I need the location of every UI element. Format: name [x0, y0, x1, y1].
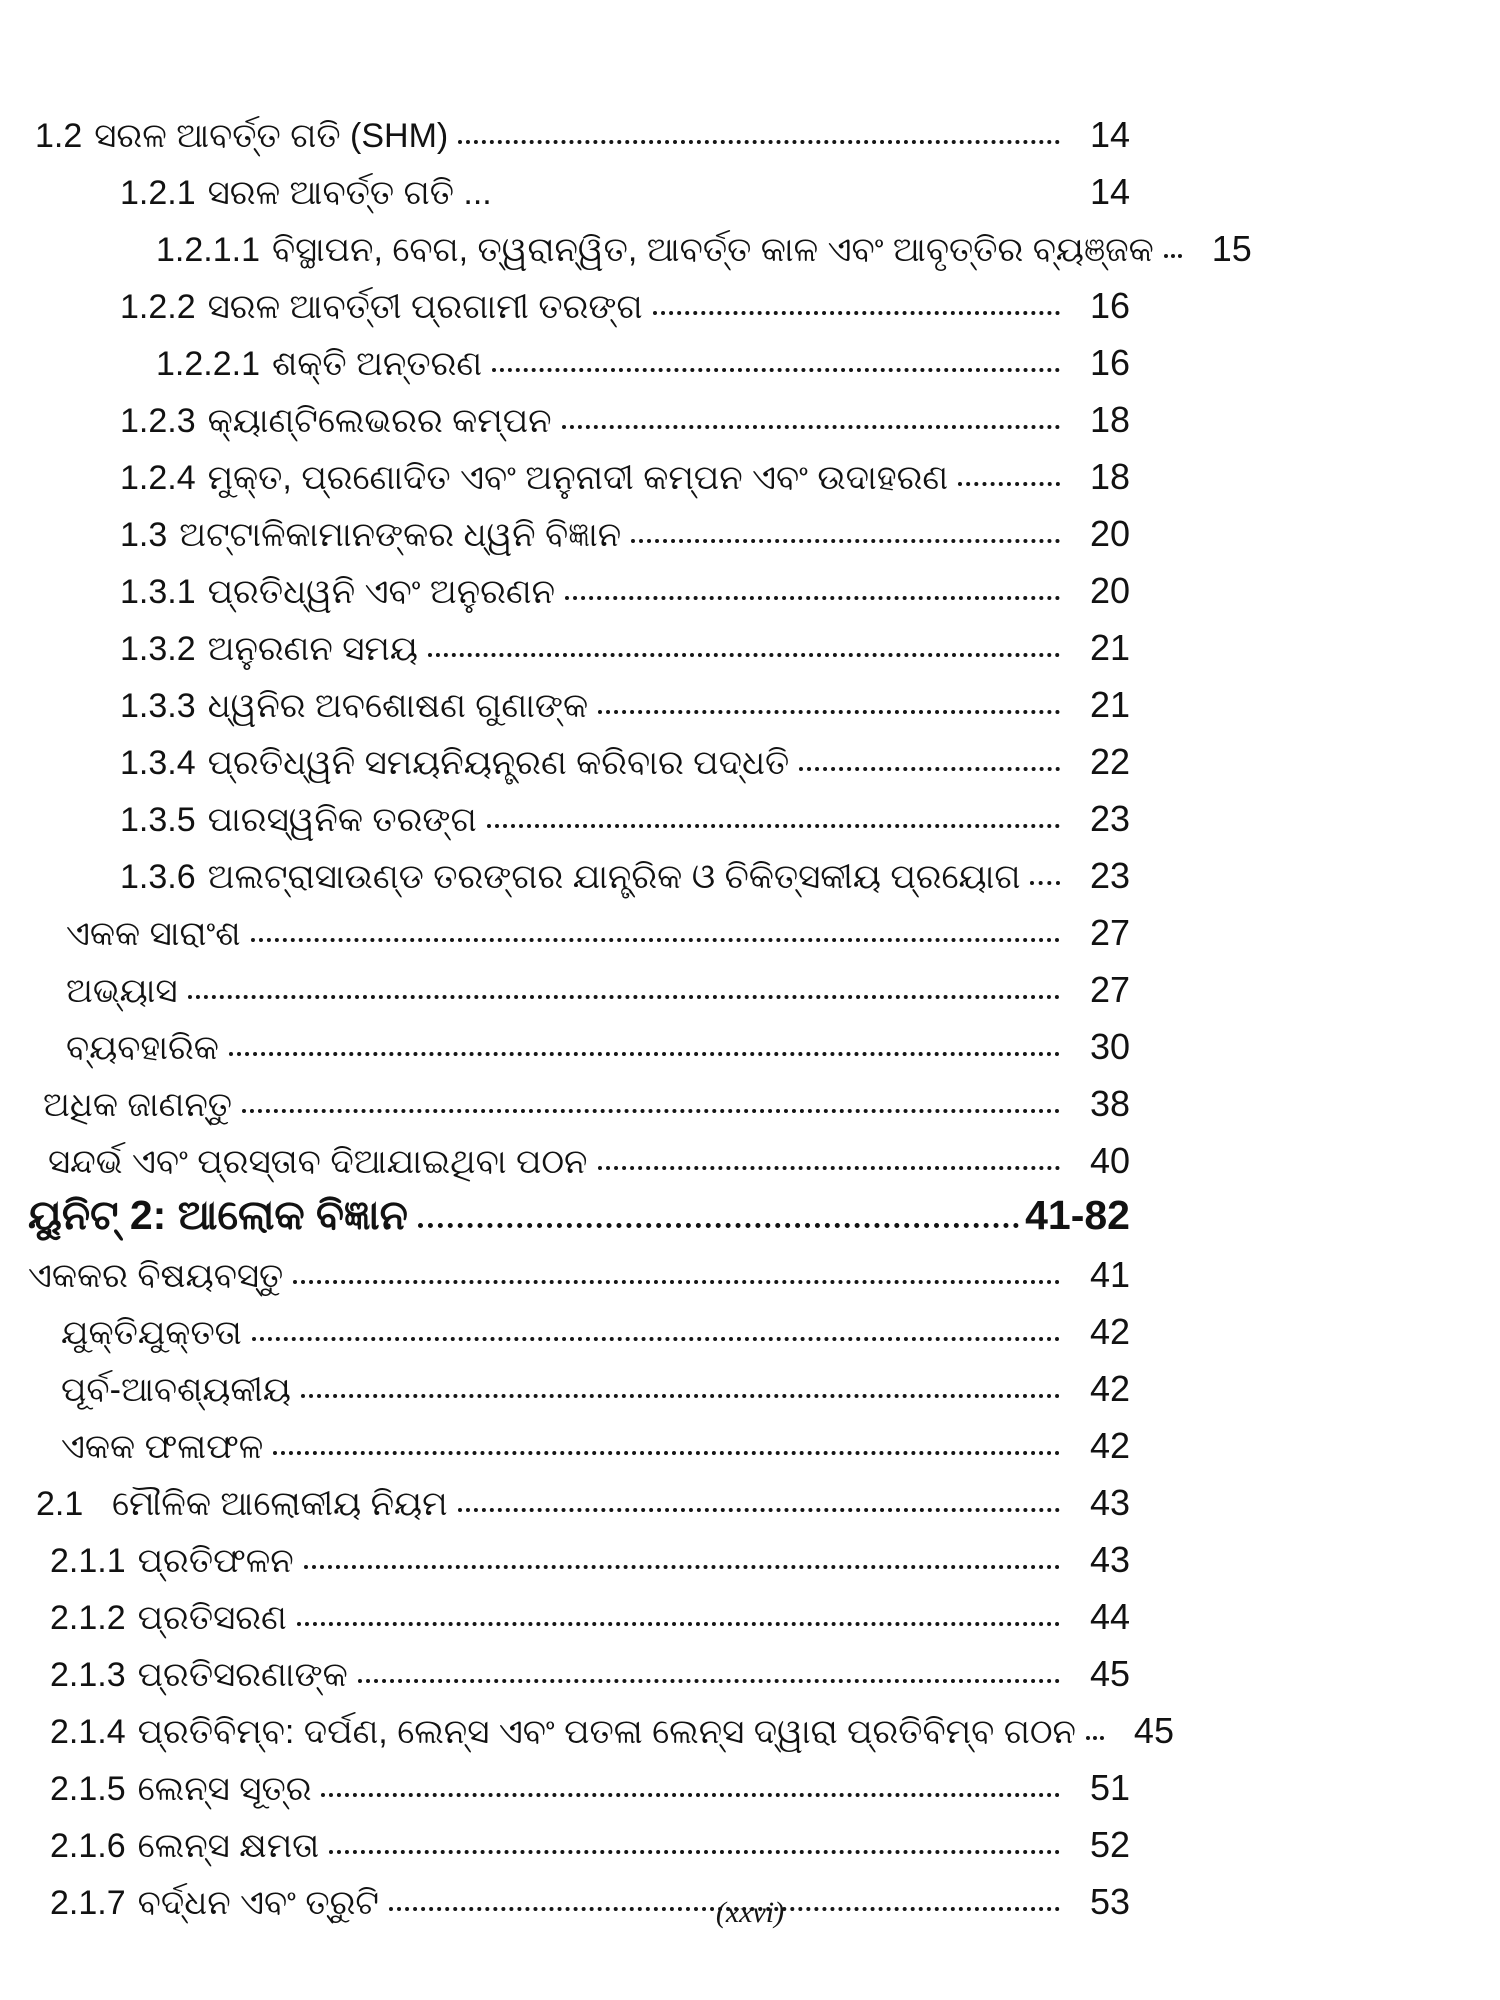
toc-row: [28, 609, 1130, 666]
toc-entry-title: ଏକକ ଫଳାଫଳ: [61, 1428, 264, 1466]
toc-entry-title: ଅଟ୍ଟାଳିକାମାନଙ୍କର ଧ୍ୱନି ବିଜ୍ଞାନ: [179, 516, 622, 554]
toc-entry-page: 45: [1089, 1653, 1130, 1694]
toc-entry-page: 18: [1089, 399, 1130, 440]
toc-entry-page: 38: [1089, 1083, 1130, 1124]
toc-entry-number: 1.2.2: [120, 288, 196, 326]
toc-row: [28, 666, 1130, 723]
toc-entry-title: ସରଳ ଆବର୍ତ୍ତୀ ପ୍ରଗାମୀ ତରଙ୍ଗ: [207, 288, 643, 326]
dotted-leader: [251, 938, 1060, 942]
toc-entry-number: 2.1.5: [50, 1770, 126, 1808]
toc-row: [28, 381, 1130, 438]
toc-entry-title: ୟୁନିଟ୍ 2: ଆଲୋକ ବିଜ୍ଞାନ: [28, 1192, 408, 1238]
toc-entry-page: 44: [1089, 1596, 1130, 1637]
toc-entry-page: 27: [1089, 912, 1130, 953]
toc-entry-page: 45: [1133, 1710, 1174, 1751]
dotted-leader: [1030, 881, 1060, 885]
toc-entry-title: ପ୍ରତିସରଣାଙ୍କ: [137, 1656, 348, 1694]
dotted-leader: [565, 596, 1060, 600]
toc-entry-title: ଅଭ୍ୟାସ: [66, 972, 178, 1010]
toc-row: [28, 267, 1130, 324]
dotted-leader: [653, 311, 1060, 315]
toc-entry-page: 16: [1089, 285, 1130, 326]
toc-row: [28, 1065, 1130, 1122]
page-footer: (xxvi): [715, 1896, 785, 1929]
toc-entry-title: ଅଲଟ୍ରାସାଉଣ୍ଡ ତରଙ୍ଗର ଯାନ୍ତ୍ରିକ ଓ ଚିକିତ୍ସକୀୟ ପ୍ରୟୋଗ: [207, 858, 1021, 896]
toc-entry-title: ଅନୁରଣନ ସମୟ: [207, 630, 418, 668]
toc-entry-number: 2.1.2: [50, 1599, 126, 1637]
toc-entry-title: ବର୍ଦ୍ଧନ ଏବଂ ତ୍ରୁଟି: [137, 1884, 379, 1922]
toc-row: [28, 153, 1130, 210]
dotted-leader: [358, 1679, 1060, 1683]
toc-entry-title: ଏକକର ବିଷୟବସ୍ତୁ: [28, 1257, 284, 1295]
dotted-leader: [297, 1622, 1060, 1626]
toc-entry-title: ପ୍ରତିଫଳନ: [137, 1542, 294, 1580]
toc-row: [28, 1749, 1130, 1806]
toc-entry-number: 2.1.4: [50, 1713, 126, 1751]
dotted-leader: [252, 1337, 1060, 1341]
toc-entry-number: 1.2.3: [120, 402, 196, 440]
toc-entry-title: ପ୍ରତିସରଣ: [137, 1599, 287, 1637]
toc-entry-title: ବ୍ୟବହାରିକ: [66, 1029, 219, 1067]
dotted-leader: [458, 140, 1060, 144]
toc-entry-page: 20: [1089, 513, 1130, 554]
toc-row: [28, 210, 1252, 269]
toc-entry-page: 42: [1089, 1311, 1130, 1352]
dotted-leader: [598, 710, 1060, 714]
toc-entry-page: 40: [1089, 1140, 1130, 1181]
toc-row: [28, 1806, 1130, 1863]
toc-row: [28, 324, 1130, 381]
toc-entry-number: 1.2.4: [120, 459, 196, 497]
toc-entry-title: ଯୁକ୍ତିଯୁକ୍ତତା: [61, 1314, 242, 1352]
toc-entry-number: 1.3.4: [120, 744, 196, 782]
dotted-leader: [1086, 1736, 1104, 1740]
dotted-leader: [273, 1451, 1060, 1455]
toc-entry-title: ଲେନ୍ସ କ୍ଷମତା: [137, 1827, 320, 1865]
toc-entry-page: 51: [1089, 1767, 1130, 1808]
toc-row: [28, 495, 1130, 552]
toc-entry-title: ପାରସ୍ୱନିକ ତରଙ୍ଗ: [207, 801, 477, 839]
dotted-leader: [301, 1394, 1060, 1398]
toc-entry-number: 2.1.6: [50, 1827, 126, 1865]
toc-entry-page: 16: [1089, 342, 1130, 383]
toc-entry-page: 27: [1089, 969, 1130, 1010]
toc-entry-title: ଏକକ ସାରାଂଶ: [66, 915, 241, 953]
dotted-leader: [598, 1166, 1061, 1170]
toc-row: [28, 1464, 1130, 1521]
dotted-leader: [293, 1280, 1060, 1284]
toc-entry-page: 21: [1089, 627, 1130, 668]
toc-entry-page: 23: [1089, 855, 1130, 896]
toc-entry-title: ମୌଳିକ ଆଲୋକୀୟ ନିୟମ: [112, 1485, 448, 1523]
toc-entry-title: ପ୍ରତିବିମ୍ବ: ଦର୍ପଣ, ଲେନ୍ସ ଏବଂ ପତଳା ଲେନ୍ସ ଦ୍ୱାରା ପ୍ରତିବିମ୍ବ ଗଠନ: [137, 1713, 1076, 1751]
toc-entry-title: ଧ୍ୱନିର ଅବଶୋଷଣ ଗୁଣାଙ୍କ: [207, 687, 589, 725]
toc-entry-title: ଲେନ୍ସ ସୂତ୍ର: [137, 1770, 312, 1808]
toc-row: [28, 552, 1130, 609]
toc-entry-page: 18: [1089, 456, 1130, 497]
toc-list: [28, 96, 1252, 1922]
toc-entry-page: 30: [1089, 1026, 1130, 1067]
dotted-leader: [428, 653, 1060, 657]
dotted-leader: [631, 539, 1060, 543]
dotted-leader: [458, 1508, 1061, 1512]
toc-entry-title: ଅଧିକ ଜାଣନ୍ତୁ: [43, 1086, 233, 1124]
toc-entry-page: 42: [1089, 1425, 1130, 1466]
toc-entry-page: 23: [1089, 798, 1130, 839]
toc-entry-title: ଶକ୍ତି ଅନ୍ତରଣ: [271, 345, 483, 383]
toc-entry-number: 2.1.7: [50, 1884, 126, 1922]
toc-entry-number: 1.2.1.1: [156, 231, 260, 269]
toc-entry-number: 2.1.3: [50, 1656, 126, 1694]
toc-entry-page: 41-82: [1025, 1192, 1130, 1238]
toc-row: [28, 1179, 1130, 1236]
toc-entry-number: 1.3: [120, 516, 168, 554]
toc-entry-page: 22: [1089, 741, 1130, 782]
dotted-leader: [1164, 254, 1182, 258]
toc-row: [28, 894, 1130, 951]
toc-row: [28, 723, 1130, 780]
toc-row: [28, 1407, 1130, 1464]
toc-entry-page: 14: [1089, 114, 1130, 155]
toc-row: [28, 1236, 1130, 1293]
toc-entry-title: ପ୍ରତିଧ୍ୱନି ଏବଂ ଅନୁରଣନ: [207, 573, 556, 611]
toc-entry-number: 1.2.1: [120, 174, 196, 212]
toc-row: [28, 1008, 1130, 1065]
toc-entry-page: 53: [1089, 1881, 1130, 1922]
toc-entry-page: 20: [1089, 570, 1130, 611]
toc-entry-page: 41: [1089, 1254, 1130, 1295]
toc-row: [28, 837, 1130, 894]
toc-entry-page: 42: [1089, 1368, 1130, 1409]
toc-row: [28, 1293, 1130, 1350]
toc-entry-page: 43: [1089, 1482, 1130, 1523]
toc-entry-number: 1.3.2: [120, 630, 196, 668]
toc-row: [28, 1692, 1174, 1751]
toc-entry-number: 1.3.6: [120, 858, 196, 896]
dotted-leader: [799, 767, 1060, 771]
toc-row: [28, 96, 1130, 153]
toc-entry-title: ପୂର୍ବ-ଆବଶ୍ୟକୀୟ: [61, 1371, 291, 1409]
toc-row: [28, 1122, 1130, 1179]
toc-entry-title: ସନ୍ଦର୍ଭ ଏବଂ ପ୍ରସ୍ତାବ ଦିଆଯାଇଥିବା ପଠନ: [48, 1143, 588, 1181]
toc-entry-title: ସରଳ ଆବର୍ତ୍ତ ଗତି ...: [207, 174, 492, 212]
toc-entry-page: 43: [1089, 1539, 1130, 1580]
toc-entry-number: 1.2.2.1: [156, 345, 260, 383]
toc-entry-title: ସରଳ ଆବର୍ତ୍ତ ଗତି (SHM): [94, 117, 449, 155]
toc-entry-title: ପ୍ରତିଧ୍ୱନି ସମୟନିୟନ୍ତ୍ରଣ କରିବାର ପଦ୍ଧତି: [207, 744, 790, 782]
toc-entry-title: ମୁକ୍ତ, ପ୍ରଣୋଦିତ ଏବଂ ଅନୁନାଦୀ କମ୍ପନ ଏବଂ ଉଦାହରଣ: [207, 459, 949, 497]
dotted-leader: [229, 1052, 1060, 1056]
toc-row: [28, 1578, 1130, 1635]
toc-row: [28, 1350, 1130, 1407]
toc-row: [28, 1635, 1130, 1692]
toc-row: [28, 951, 1130, 1008]
toc-entry-number: 1.3.5: [120, 801, 196, 839]
toc-entry-number: 1.2: [35, 117, 83, 155]
toc-entry-number: 2.1: [36, 1485, 84, 1523]
toc-row: [28, 1521, 1130, 1578]
toc-row: [28, 780, 1130, 837]
dotted-leader: [329, 1850, 1060, 1854]
dotted-leader: [242, 1109, 1060, 1113]
toc-entry-page: 52: [1089, 1824, 1130, 1865]
dotted-leader: [418, 1223, 1019, 1228]
toc-row: [28, 438, 1130, 495]
toc-entry-title: କ୍ୟାଣ୍ଟିଲେଭରର କମ୍ପନ: [207, 402, 552, 440]
dotted-leader: [958, 482, 1060, 486]
toc-entry-number: 1.3.1: [120, 573, 196, 611]
toc-entry-title: ବିସ୍ଥାପନ, ବେଗ, ତ୍ୱରାନ୍ୱିତ, ଆବର୍ତ୍ତ କାଳ ଏବଂ ଆବୃତ୍ତିର ବ୍ୟଞ୍ଜକ: [271, 231, 1154, 269]
dotted-leader: [492, 368, 1060, 372]
toc-entry-number: 2.1.1: [50, 1542, 126, 1580]
dotted-leader: [304, 1565, 1060, 1569]
dotted-leader: [562, 425, 1060, 429]
dotted-leader: [487, 824, 1060, 828]
toc-entry-page: 15: [1211, 228, 1252, 269]
toc-entry-page: 14: [1089, 171, 1130, 212]
dotted-leader: [188, 995, 1060, 999]
dotted-leader: [321, 1793, 1060, 1797]
toc-entry-page: 21: [1089, 684, 1130, 725]
toc-entry-number: 1.3.3: [120, 687, 196, 725]
